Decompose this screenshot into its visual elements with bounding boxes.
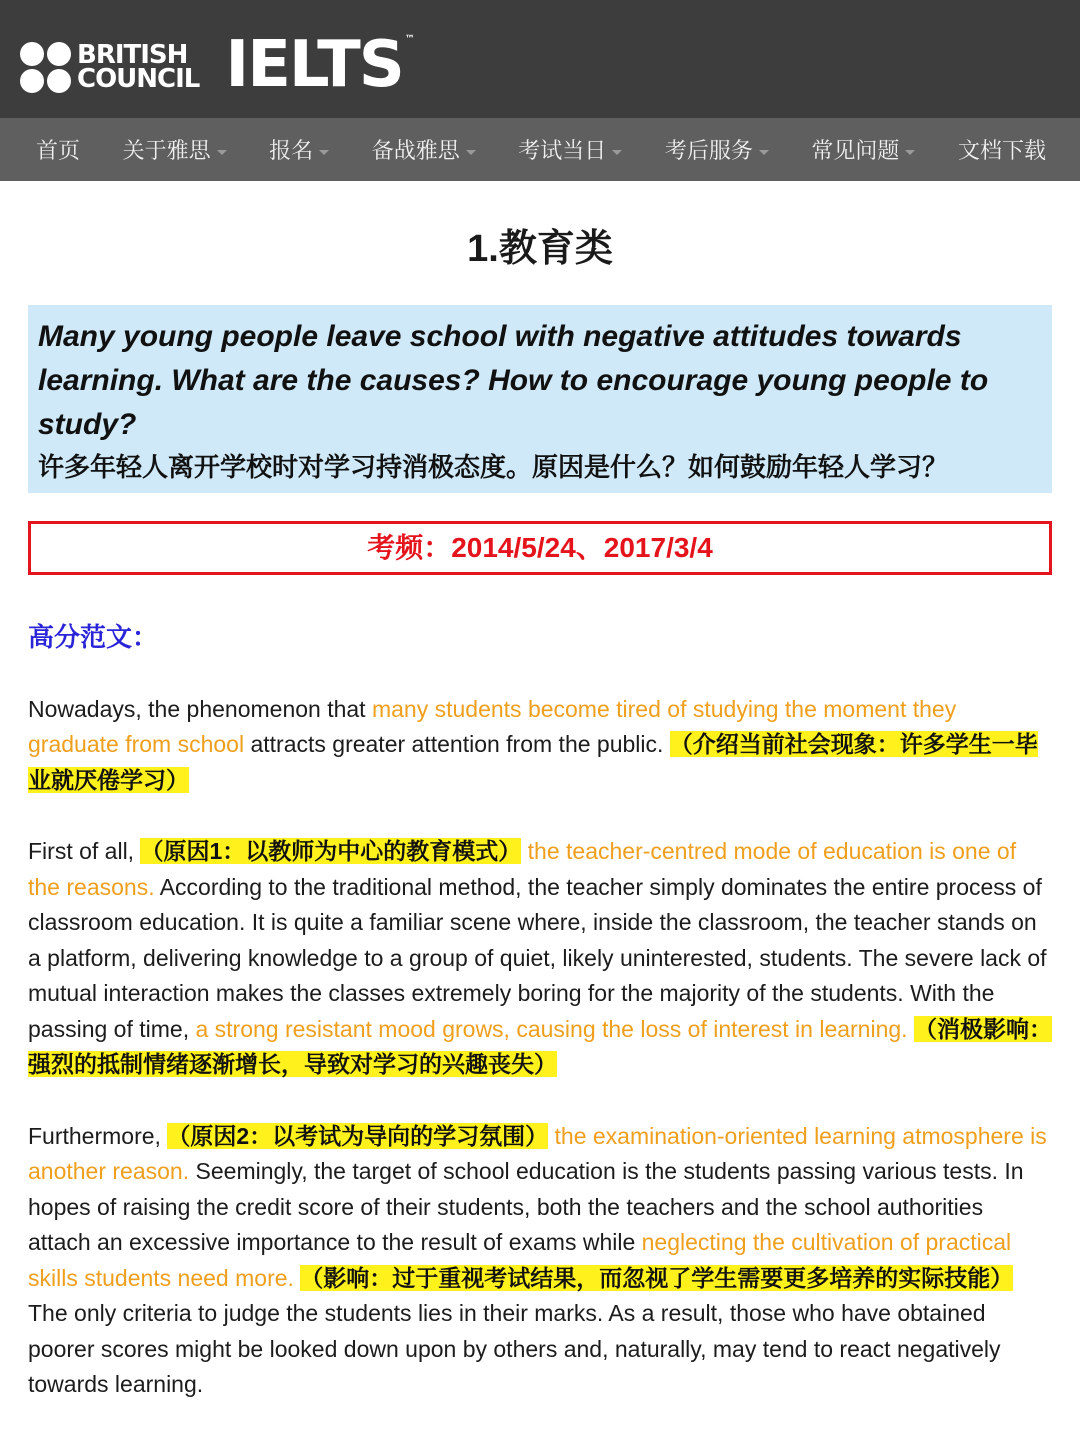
main-navigation xyxy=(0,118,1080,181)
essay-paragraph-2 xyxy=(28,834,1052,1083)
question-chinese: 许多年轻人离开学校时对学习持消极态度。原因是什么？如何鼓励年轻人学习？ xyxy=(38,451,949,482)
nav-item-4[interactable] xyxy=(502,134,638,165)
essay-paragraph-3 xyxy=(28,1119,1052,1403)
nav-item-1[interactable] xyxy=(107,134,243,165)
essay-text: Nowadays, the phenomenon that xyxy=(28,695,372,722)
nav-item-label: 备战雅思 xyxy=(371,138,460,163)
nav-item-label: 考试当日 xyxy=(518,138,607,163)
essay-heading: 高分范文： xyxy=(28,621,159,652)
key-sentence: many students become tired of studying the moment they graduate from school xyxy=(28,695,957,758)
chevron-down-icon xyxy=(319,150,329,155)
chevron-down-icon xyxy=(905,150,915,155)
ielts-wordmark: IELTS ™ xyxy=(225,28,413,102)
chevron-down-icon xyxy=(466,150,476,155)
site-logo[interactable] xyxy=(20,30,413,104)
key-sentence: the teacher-centred mode of education is one of the reasons. xyxy=(28,838,1017,900)
main-content xyxy=(0,227,1080,1403)
nav-item-2[interactable] xyxy=(253,134,345,165)
chinese-annotation: （消极影响：强烈的抵制情绪逐渐增长，导致对学习的兴趣丧失） xyxy=(28,1015,1052,1078)
chinese-annotation: （原因2：以考试为导向的学习氛围） xyxy=(167,1122,549,1149)
chevron-down-icon xyxy=(759,150,769,155)
nav-item-label: 常见问题 xyxy=(811,138,900,163)
chinese-annotation: （原因1：以教师为中心的教育模式） xyxy=(140,838,522,865)
essay-text: First of all, xyxy=(28,838,141,865)
nav-item-5[interactable] xyxy=(649,134,785,165)
british-council-wordmark: BRITISH COUNCIL xyxy=(77,40,200,94)
essay-text: Seemingly, the target of school education is the students passing various tests. In hopes of raising the credit score of their students, both the teachers and the school authorities attach an excessive importance to the result of exams while xyxy=(28,1158,1024,1256)
chinese-annotation: （影响：过于重视考试结果，而忽视了学生需要更多培养的实际技能） xyxy=(300,1264,1014,1291)
british-council-dots-icon xyxy=(20,42,71,93)
key-sentence: neglecting the cultivation of practical skills students need more. xyxy=(28,1229,1012,1291)
essay-text: Furthermore, xyxy=(28,1122,168,1149)
chinese-annotation: （介绍当前社会现象：许多学生一毕业就厌倦学习） xyxy=(28,731,1038,793)
essay-text xyxy=(908,1016,914,1042)
nav-item-3[interactable] xyxy=(356,134,492,165)
exam-frequency-box: 考频：2014/5/24、2017/3/4 xyxy=(28,521,1052,575)
nav-item-label: 考后服务 xyxy=(664,138,753,163)
nav-item-label: 关于雅思 xyxy=(122,138,211,163)
nav-item-label: 文档下载 xyxy=(957,138,1046,163)
key-sentence: a strong resistant mood grows, causing the loss of interest in learning. xyxy=(195,1015,908,1042)
nav-item-7[interactable] xyxy=(942,134,1062,165)
chevron-down-icon xyxy=(612,150,622,155)
essay-paragraph-1 xyxy=(28,692,1052,799)
key-sentence: the examination-oriented learning atmosphere is another reason. xyxy=(28,1122,1047,1185)
nav-item-6[interactable] xyxy=(795,134,931,165)
essay-text: attracts greater attention from the public. xyxy=(244,731,670,758)
nav-item-label: 首页 xyxy=(36,138,81,163)
essay-text: The only criteria to judge the students lies in their marks. As a result, those who have obtained poorer scores might be looked down upon by others and, naturally, may tend to react negatively towards learning. xyxy=(28,1300,1001,1398)
essay-text: According to the traditional method, the teacher simply dominates the entire process of classroom education. It is quite a familiar scene where, inside the classroom, the teacher stands on a platform, delivering knowledge to a group of quiet, likely uninterested, students. The severe lack of mutual interaction makes the classes extremely boring for the majority of the students. With the passing of time, xyxy=(28,873,1047,1042)
question-english: Many young people leave school with negative attitudes towards learning. What are the causes? How to encourage young people to study? xyxy=(38,319,989,441)
chevron-down-icon xyxy=(217,150,227,155)
site-header xyxy=(0,0,1080,118)
nav-item-0[interactable] xyxy=(20,134,96,165)
question-box xyxy=(28,305,1052,493)
page-title: 1.教育类 xyxy=(467,228,613,270)
nav-item-label: 报名 xyxy=(269,138,314,163)
